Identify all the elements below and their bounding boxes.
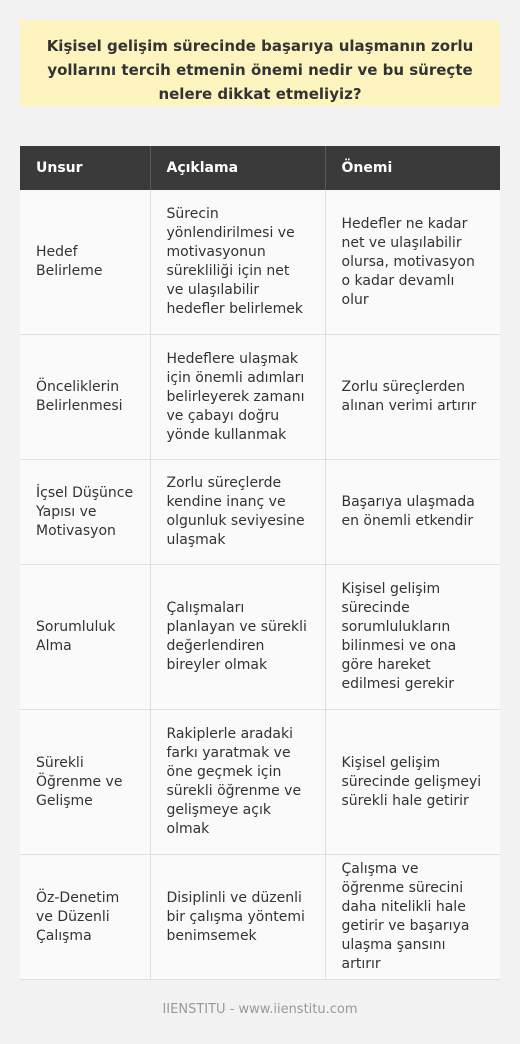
cell-onemi: Kişisel gelişim sürecinde gelişmeyi sürekli hale getirir (325, 710, 500, 855)
table-row (20, 190, 500, 335)
info-table (20, 146, 500, 980)
header-onemi: Önemi (325, 146, 500, 190)
table-row (20, 710, 500, 855)
cell-onemi: Kişisel gelişim sürecinde sorumlulukların bilinmesi ve ona göre hareket edilmesi gerekir (325, 565, 500, 710)
page-title: Kişisel gelişim sürecinde başarıya ulaşmanın zorlu yollarını tercih etmenin önemi nedir ve bu süreçte nelere dikkat etmeliyiz? (20, 20, 500, 106)
cell-onemi: Çalışma ve öğrenme sürecini daha nitelikli hale getirir ve başarıya ulaşma şansını artırır (325, 855, 500, 980)
header-unsur: Unsur (20, 146, 150, 190)
table-row (20, 565, 500, 710)
table-header-row (20, 146, 500, 190)
cell-aciklama: Rakiplerle aradaki farkı yaratmak ve öne geçmek için sürekli öğrenme ve gelişmeye açık olmak (150, 710, 325, 855)
cell-aciklama: Çalışmaları planlayan ve sürekli değerlendiren bireyler olmak (150, 565, 325, 710)
cell-onemi: Başarıya ulaşmada en önemli etkendir (325, 460, 500, 565)
cell-unsur: Önceliklerin Belirlenmesi (20, 335, 150, 460)
table-row (20, 460, 500, 565)
cell-onemi: Hedefler ne kadar net ve ulaşılabilir olursa, motivasyon o kadar devamlı olur (325, 190, 500, 335)
cell-aciklama: Disiplinli ve düzenli bir çalışma yöntemi benimsemek (150, 855, 325, 980)
cell-unsur: İçsel Düşünce Yapısı ve Motivasyon (20, 460, 150, 565)
table-row (20, 335, 500, 460)
header-aciklama: Açıklama (150, 146, 325, 190)
cell-unsur: Sürekli Öğrenme ve Gelişme (20, 710, 150, 855)
footer-credit: IIENSTITU - www.iienstitu.com (162, 1002, 358, 1017)
cell-unsur: Sorumluluk Alma (20, 565, 150, 710)
cell-unsur: Öz-Denetim ve Düzenli Çalışma (20, 855, 150, 980)
cell-aciklama: Zorlu süreçlerde kendine inanç ve olgunluk seviyesine ulaşmak (150, 460, 325, 565)
cell-unsur: Hedef Belirleme (20, 190, 150, 335)
table-row (20, 855, 500, 980)
cell-onemi: Zorlu süreçlerden alınan verimi artırır (325, 335, 500, 460)
cell-aciklama: Hedeflere ulaşmak için önemli adımları belirleyerek zamanı ve çabayı doğru yönde kullanmak (150, 335, 325, 460)
cell-aciklama: Sürecin yönlendirilmesi ve motivasyonun sürekliliği için net ve ulaşılabilir hedefler belirlemek (150, 190, 325, 335)
